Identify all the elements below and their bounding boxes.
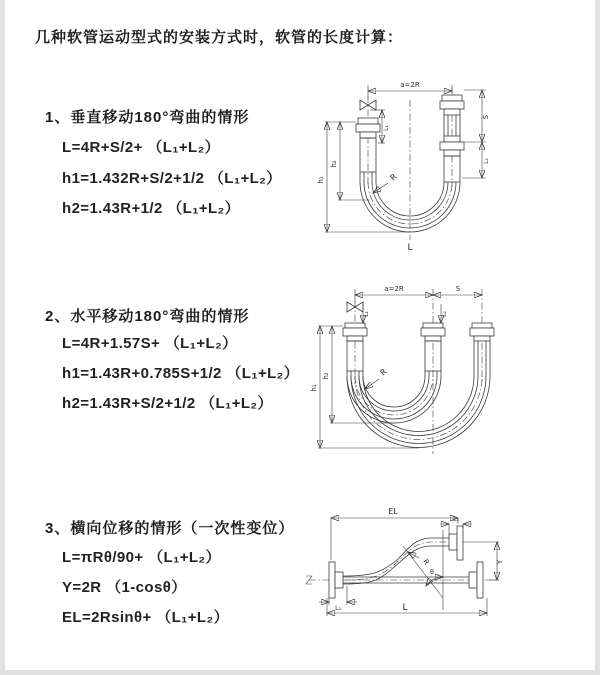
section-3-heading: 3、横向位移的情形（一次性变位）	[45, 520, 295, 537]
dim-l1-fitting	[440, 516, 472, 534]
upper-flange	[449, 526, 463, 560]
dim-length-label: L	[402, 603, 408, 613]
dim-length-label: L	[407, 243, 413, 253]
dim-h1-label: h₁	[310, 384, 318, 392]
dim-radius-label: R	[388, 172, 399, 183]
section-3-formula-EL: EL=2Rsinθ+ （L₁+L₂）	[62, 609, 229, 626]
dim-span-label: a=2R	[384, 285, 404, 293]
diagram-vertical-180-bend	[312, 72, 594, 257]
section-1-formula-L: L=4R+S/2+ （L₁+L₂）	[62, 139, 221, 156]
section-2-formula-h2: h2=1.43R+S/2+1/2 （L₁+L₂）	[62, 395, 273, 412]
dim-span-label: a=2R	[400, 81, 420, 89]
dim-l1-label: L₁	[363, 311, 370, 317]
left-flange	[329, 562, 343, 598]
dim-span	[355, 285, 433, 302]
section-1-heading: 1、垂直移动180°弯曲的情形	[45, 109, 250, 126]
section-3-formula-L: L=πRθ/90+ （L₁+L₂）	[62, 549, 221, 566]
page-edge-left	[0, 0, 5, 675]
dim-l2-fitting	[441, 304, 448, 323]
dim-s-label: S	[455, 285, 461, 293]
page-edge-bottom	[0, 670, 600, 675]
diagram-horizontal-180-bend	[308, 276, 595, 458]
dim-s	[433, 285, 482, 295]
dim-l2-fitting	[319, 586, 357, 612]
dim-l2-fitting	[462, 142, 490, 178]
section-2-heading: 2、水平移动180°弯曲的情形	[45, 308, 250, 325]
dim-span	[368, 81, 452, 98]
hose-u-bend-near	[347, 376, 441, 423]
dim-l2-label: L₂	[483, 158, 490, 164]
dim-h1-label: h₁	[317, 176, 325, 184]
dim-l1-label: L₁	[453, 516, 459, 523]
diagram-lateral-displacement	[303, 498, 600, 646]
dim-h2-label: h₂	[322, 372, 330, 380]
right-flange	[469, 562, 483, 598]
section-3-formula-Y: Y=2R （1-cosθ）	[62, 579, 187, 596]
dim-radius	[403, 546, 443, 598]
page-title: 几种软管运动型式的安装方式时，软管的长度计算：	[35, 29, 404, 46]
dim-l1-fitting	[363, 304, 370, 323]
dim-el-label: EL	[388, 507, 398, 516]
dim-h2-label: h₂	[330, 160, 338, 168]
section-2-formula-L: L=4R+1.57S+ （L₁+L₂）	[62, 335, 238, 352]
left-riser	[343, 323, 367, 376]
dim-s-label: S	[482, 114, 490, 120]
dim-l2-label: L₂	[335, 605, 341, 612]
dim-l1-label: L₁	[383, 125, 390, 131]
dim-l2-label: L₂	[441, 311, 448, 317]
dim-s	[464, 90, 490, 142]
dim-length	[327, 598, 487, 616]
dim-y-label: Y	[496, 559, 504, 565]
section-1-formula-h1: h1=1.432R+S/2+1/2 （L₁+L₂）	[62, 170, 282, 187]
section-2-formula-h1: h1=1.43R+0.785S+1/2 （L₁+L₂）	[62, 365, 300, 382]
dim-radius-label: R	[378, 367, 389, 378]
dim-radius	[365, 367, 389, 389]
section-1-formula-h2: h2=1.43R+1/2 （L₁+L₂）	[62, 200, 241, 217]
dim-radius-label: R	[421, 558, 431, 567]
right-riser	[440, 95, 464, 182]
dim-el	[331, 507, 458, 560]
dim-theta-label: θ	[430, 569, 434, 576]
